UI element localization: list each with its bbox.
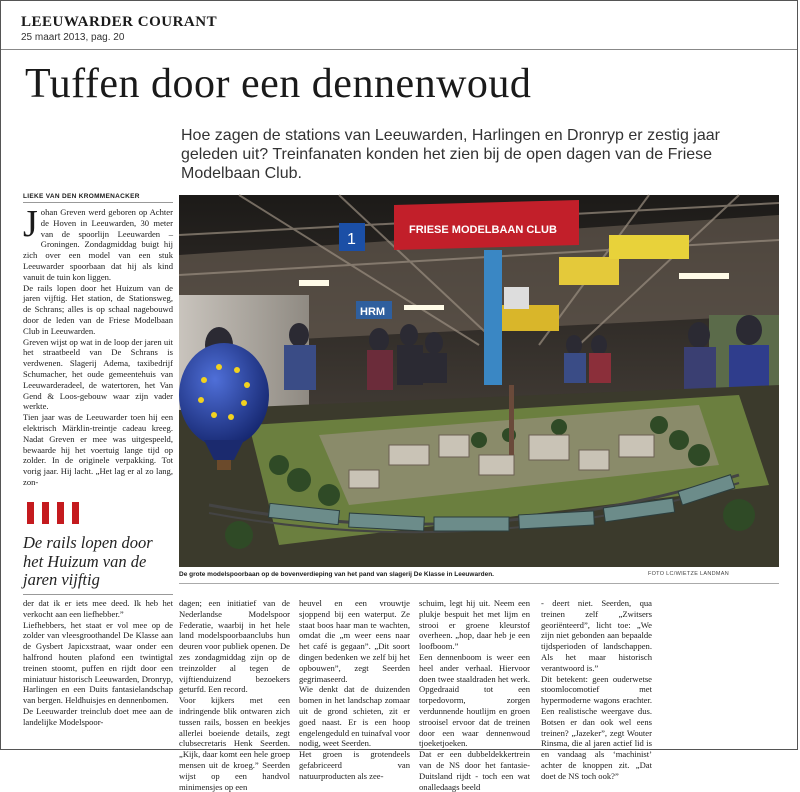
red-bar xyxy=(42,502,49,524)
pull-quote: De rails lopen door het Huizum van de jaren vijftig xyxy=(23,533,153,589)
article-column-1 xyxy=(23,203,173,488)
lead-paragraph: Hoe zagen de stations van Leeuwarden, Harlingen en Dronryp er zestig jaar geleden uit? Treinfanaten konden het zien bij de open dagen van de Friese Modelbaan Club. xyxy=(181,127,720,182)
paragraph: De rails lopen door het Huizum van de jaren vijftig. Het station, de Stationsweg, de Schrans; alles is op schaal nagebouwd door de leden van de Friese Modelbaan Club in Leeuwarden. xyxy=(23,282,173,336)
paragraph: Liefhebbers, het staat er vol mee op de zolder van vleesgroothandel De Klasse aan de Gysbert Japicxstraat, waar onder een halfrond houten plafond een twintigtal treinen stoomt, puffen en rijdt door een miniatuur historisch Leeuwarden, Dronryp, Harlingen en een Duits fantasielandschap van bergen. Heldhuisjes en dennenbomen. xyxy=(23,619,173,706)
first-paragraph xyxy=(23,203,173,283)
paragraph: der dat ik er iets mee deed. Ik heb het verkocht aan een liefhebber.” xyxy=(23,598,173,619)
red-bar xyxy=(27,502,34,524)
byline-divider xyxy=(23,202,173,203)
red-bar xyxy=(72,502,79,524)
paragraph: Het groen is grotendeels gefabriceerd van natuurproducten als zee- xyxy=(299,749,410,781)
paragraph: Wie denkt dat de duizenden bomen in het landschap zomaar uit de grond schieten, zit er goed naast. Er is een hoop engelengeduld en tuinafval voor nodig, weet Seerden. xyxy=(299,684,410,749)
paragraph: Dit betekent: geen ouderwetse stoomlocomotief met hypermoderne wagons erachter. Een realistische weergave dus. Botsen er dan ook wel eens treinen? „Jazeker”, zegt Wouter Rinsma, die al jaren actief lid is en vandaag als ‘machinist’ achter de knoppen zit. „Dat doet de NS toch ook?” xyxy=(541,673,652,781)
photo-caption xyxy=(179,571,779,578)
hrm-sign: HRM xyxy=(360,306,386,318)
caption-divider xyxy=(179,583,779,584)
paragraph: dagen; een initiatief van de Nederlandse Modelspoor Federatie, waarbij in het hele land modelspoorbaanclubs hun deuren voor publiek openen. De zes zondagmiddag zijn op de treinzolder al tegen de vijftienduizend bezoekers geturfd. Een record. xyxy=(179,598,290,695)
photo-illustration xyxy=(179,195,779,567)
header-divider xyxy=(1,49,797,50)
paragraph: - deert niet. Seerden, qua treinen zelf „Zwitsers georiënteerd”, licht toe: „We zijn niet gebonden aan bepaalde tijdsperioden of landschappen. Als het maar historisch verantwoord is.” xyxy=(541,598,652,673)
headline: Tuffen door een dennenwoud xyxy=(25,61,532,107)
paragraph: De Leeuwarder treinclub doet mee aan de landelijke Modelspoor- xyxy=(23,705,173,727)
paragraph: schuim, legt hij uit. Neem een plukje bespuit het met lijm en strooi er groene kleurstof overheen. „hop, daar heb je een loofboom.” xyxy=(419,598,530,652)
paragraph: Voor kijkers met een indringende blik ontwaren zich tussen rails, bossen en beekjes allerlei boeiende details, zegt clubsecretaris Henk Seerden. „Kijk, daar komt een hele groep mensen uit de kroeg.” Seerden wijst op een handvol minimensjes op een xyxy=(179,695,290,792)
dropcap: J xyxy=(23,203,38,245)
model-railway-photo xyxy=(179,195,779,567)
photo-credit: FOTO LC/WIETZE LANDMAN xyxy=(647,571,729,577)
article-column-2 xyxy=(23,598,173,728)
paragraph: Dat er een dubbeldekkertrein van de NS door het fantasie-Duitsland rijdt - toch een wat onalledaags beeld xyxy=(419,749,530,792)
paragraph: Tien jaar was de Leeuwarder toen hij een elektrisch Märklin-treintje cadeau kreeg. Nadat Greven er mee was uitgespeeld, bewaarde hij het voertuig lange tijd op zolder. In de originele verpakking. Tot vorig jaar. Hij lacht. „Het lag er al zo lang, zon- xyxy=(23,412,173,487)
paragraph: Greven wijst op wat in de loop der jaren uit het straatbeeld van De Schrans is verdwenen. Slagerij Adema, taxibedrijf Schumacher, het oude gemeentehuis van Leeuwarderadeel, de watertoren, het Van Gend & Loos-gebouw waar zijn vader werkte. xyxy=(23,336,173,412)
pull-quote-divider xyxy=(23,594,173,595)
platform-sign: 1 xyxy=(347,231,356,248)
byline: LIEKE VAN DEN KROMMENACKER xyxy=(23,193,140,200)
decorative-red-bars xyxy=(27,502,79,524)
article-column-5 xyxy=(419,598,530,792)
masthead: LEEUWARDER COURANT xyxy=(21,14,218,30)
article-column-6 xyxy=(541,598,652,782)
paragraph: heuvel en een vrouwtje sjoppend bij een waterput. Ze staat boos haar man te wachten, omdat die „m weer eens naar het café is gegaan”. „Dit soort dingen bedenken we zelf bij het opbouwen”, zegt Seerden gegrimaseerd. xyxy=(299,598,410,684)
article-column-3 xyxy=(179,598,290,792)
paragraph: Een dennenboom is weer een heel ander verhaal. Hiervoor doen twee staaldraden het werk. Opgedraaid tot een torpedovorm, zorgen verdunnende houtlijm en groen strooisel ervoor dat de treinen door een waar dennenwoud tjoeketjoeken. xyxy=(419,651,530,749)
dateline: 25 maart 2013, pag. 20 xyxy=(21,32,125,43)
paragraph-text: ohan Greven werd geboren op Achter de Hoven in Leeuwarden, 30 meter van de spoorlijn Leeuwarden – Groningen. Zondagmiddag buigt hij zich over een model van een stuk Leeuwarder spoorbaan dat hij als kind vanuit de tuin kon liggen. xyxy=(23,207,173,282)
article-column-4 xyxy=(299,598,410,782)
red-bar xyxy=(57,502,64,524)
caption-text: De grote modelspoorbaan op de bovenverdieping van het pand van slagerij De Klasse in Leeuwarden. xyxy=(179,571,494,578)
club-sign: FRIESE MODELBAAN CLUB xyxy=(409,224,557,236)
